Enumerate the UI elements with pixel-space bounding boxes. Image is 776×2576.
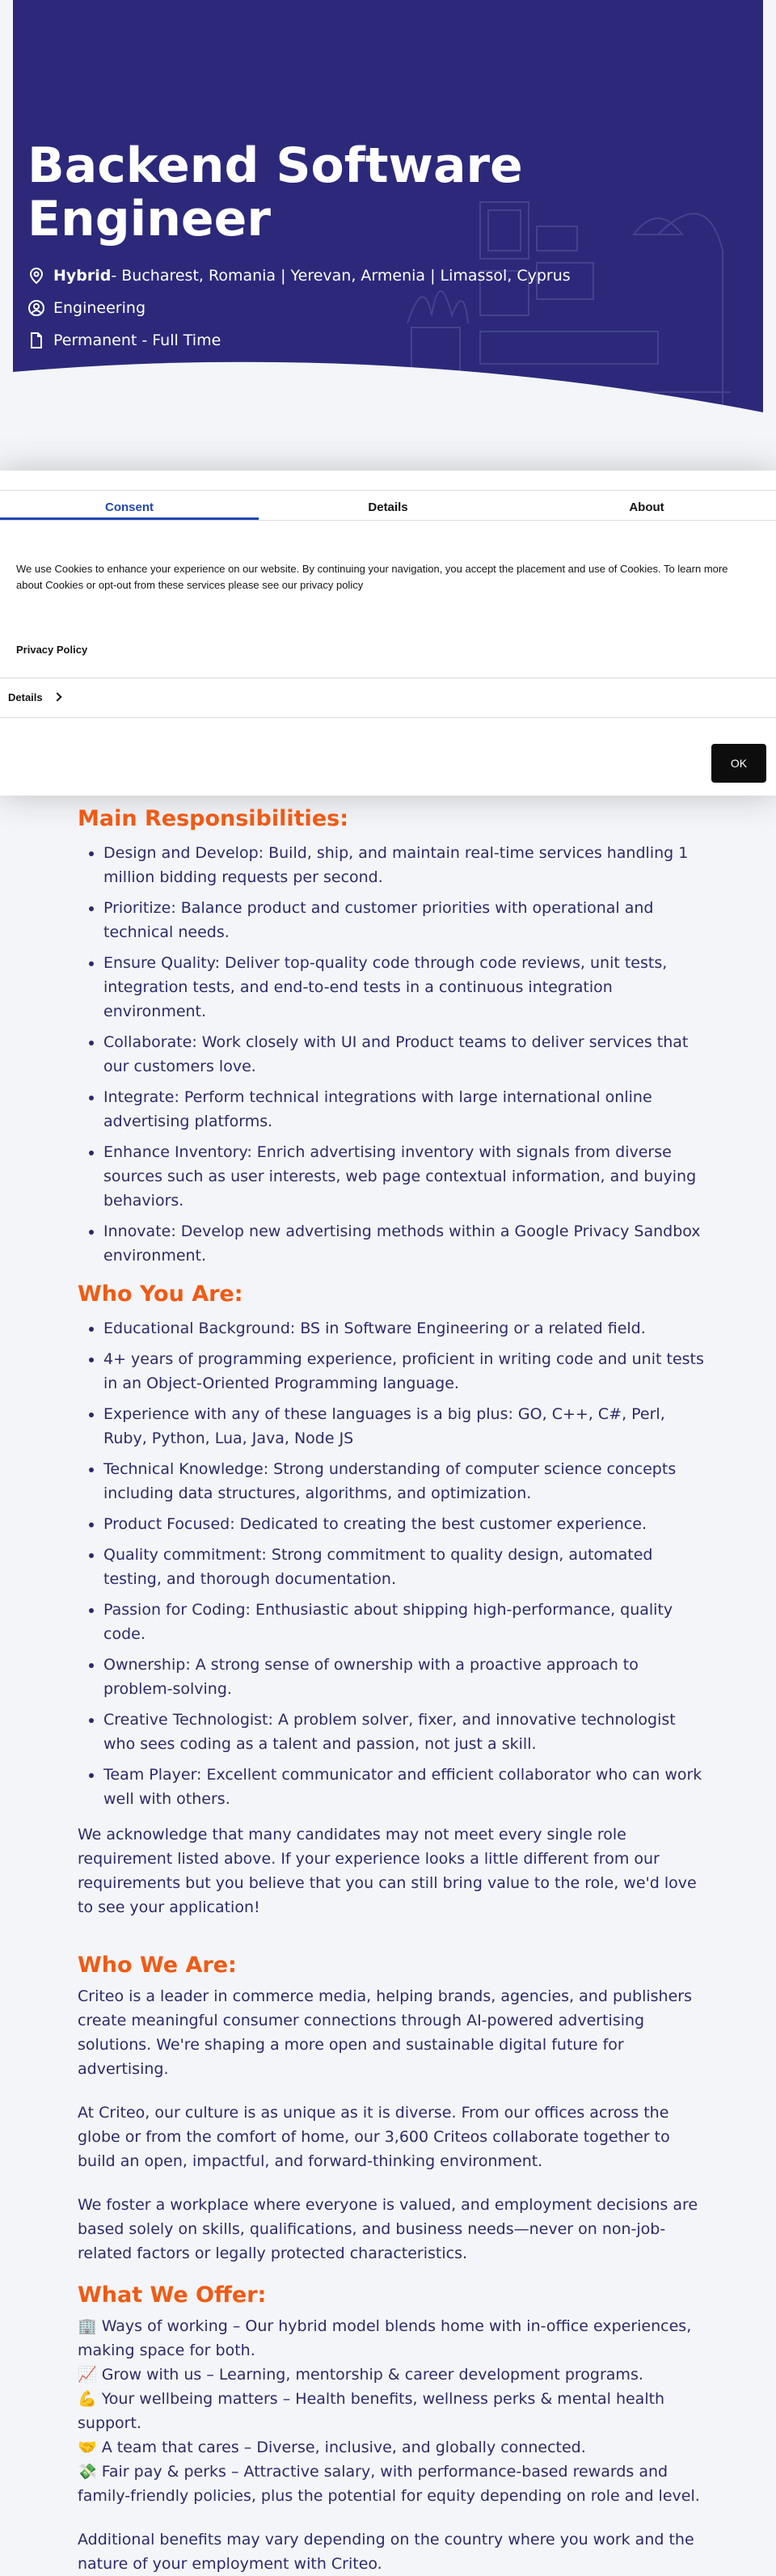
document-icon (27, 332, 45, 349)
who-you-are-closing: We acknowledge that many candidates may not meet every single role requirement listed above. If your experience looks a little different from our requirements but you believe that you can still bring value to the role, we'd love to see your application! (78, 1826, 697, 1916)
offer-item: 🏢 Ways of working – Our hybrid model blends home with in-office experiences, making space for both. (78, 2317, 692, 2359)
cookie-consent-dialog (0, 471, 776, 796)
what-we-offer-heading: What We Offer: (78, 2283, 267, 2308)
tab-about[interactable]: About (629, 500, 664, 514)
who-we-are-paragraph: We foster a workplace where everyone is valued, and employment decisions are based solely on skills, qualifications, and business needs—never on non-job-related factors or legally protected characteristics. (78, 2196, 698, 2262)
employment-label: Permanent - Full Time (53, 332, 221, 349)
consent-tabs (0, 490, 776, 521)
list-item: • Ownership: A strong sense of ownership with a proactive approach to problem-solving. (103, 1653, 708, 1701)
details-expander[interactable] (0, 678, 776, 718)
job-description (78, 805, 708, 2576)
list-item: • Technical Knowledge: Strong understanding of computer science concepts including data structures, algorithms, and optimization. (103, 1457, 708, 1505)
who-we-are-paragraph: At Criteo, our culture is as unique as it is diverse. From our offices across the globe or from the comfort of home, our 3,600 Criteos collaborate together to build an open, impactful, and forward-thinking environment. (78, 2104, 670, 2170)
offer-list (78, 2314, 708, 2508)
list-item: • Design and Develop: Build, ship, and maintain real-time services handling 1 million bidding requests per second. (103, 841, 708, 889)
list-item: • Educational Background: BS in Software Engineering or a related field. (103, 1316, 708, 1341)
list-item: • Passion for Coding: Enthusiastic about shipping high-performance, quality code. (103, 1598, 708, 1646)
ok-button[interactable]: OK (711, 744, 766, 783)
department-label: Engineering (53, 299, 146, 317)
hero-bottom-curve (13, 372, 763, 420)
offer-item: 📈 Grow with us – Learning, mentorship & career development programs. (78, 2366, 643, 2384)
job-department (27, 299, 146, 317)
list-item: • Quality commitment: Strong commitment to quality design, automated testing, and thorough documentation. (103, 1543, 708, 1591)
tab-consent[interactable]: Consent (0, 491, 259, 520)
offer-item: 💪 Your wellbeing matters – Health benefits, wellness perks & mental health support. (78, 2390, 665, 2432)
offer-item: 🤝 A team that cares – Diverse, inclusive, and globally connected. (78, 2439, 586, 2456)
offer-item: 💸 Fair pay & perks – Attractive salary, with performance-based rewards and family-friendly policies, plus the potential for equity depending on role and level. (78, 2463, 700, 2505)
job-hero-banner (13, 0, 763, 420)
who-you-are-heading: Who You Are: (78, 1282, 243, 1307)
who-we-are-paragraph: Criteo is a leader in commerce media, helping brands, agencies, and publishers create meaningful consumer connections through AI-powered advertising solutions. We're shaping a more open and sustainable digital future for advertising. (78, 1987, 692, 2078)
location-mode: Hybrid (53, 267, 112, 285)
job-location (27, 267, 571, 285)
list-item: • Creative Technologist: A problem solver, fixer, and innovative technologist who sees coding as a talent and passion, not just a skill. (103, 1708, 708, 1756)
list-item: • Innovate: Develop new advertising methods within a Google Privacy Sandbox environment. (103, 1219, 708, 1268)
list-item: • Collaborate: Work closely with UI and Product teams to deliver services that our customers love. (103, 1030, 708, 1079)
list-item: • Product Focused: Dedicated to creating the best customer experience. (103, 1512, 708, 1536)
job-title: Backend Software Engineer (27, 137, 523, 247)
job-employment-type (27, 332, 221, 349)
list-item: • Team Player: Excellent communicator and efficient collaborator who can work well with others. (103, 1763, 708, 1811)
location-pin-icon (27, 267, 45, 285)
details-expander-label: Details (8, 691, 43, 703)
who-we-are-heading: Who We Are: (78, 1953, 237, 1978)
privacy-policy-link[interactable]: Privacy Policy (16, 644, 88, 656)
list-item: • 4+ years of programming experience, proficient in writing code and unit tests in an Object-Oriented Programming language. (103, 1347, 708, 1396)
list-item: • Experience with any of these languages is a big plus: GO, C++, C#, Perl, Ruby, Python, Lua, Java, Node JS (103, 1402, 708, 1451)
user-circle-icon (27, 299, 45, 317)
tab-details[interactable]: Details (368, 500, 408, 514)
offer-closing: Additional benefits may vary depending on the country where you work and the nature of your employment with Criteo. (78, 2531, 694, 2573)
chevron-right-icon (53, 692, 61, 701)
responsibilities-list (103, 841, 708, 1268)
list-item: • Prioritize: Balance product and customer priorities with operational and technical needs. (103, 896, 708, 944)
list-item: • Enhance Inventory: Enrich advertising inventory with signals from diverse sources such as user interests, web page contextual information, and buying behaviors. (103, 1140, 708, 1213)
who-you-are-list (103, 1316, 708, 1811)
consent-message: We use Cookies to enhance your experience on our website. By continuing your navigation, you accept the placement and use of Cookies. To learn more about Cookies or opt-out from these services please see our privacy policy (16, 563, 728, 591)
responsibilities-heading: Main Responsibilities: (78, 806, 348, 831)
list-item: • Integrate: Perform technical integrations with large international online advertising platforms. (103, 1085, 708, 1134)
list-item: • Ensure Quality: Deliver top-quality code through code reviews, unit tests, integration tests, and end-to-end tests in a continuous integration environment. (103, 951, 708, 1024)
location-cities: - Bucharest, Romania | Yerevan, Armenia | Limassol, Cyprus (111, 267, 571, 285)
